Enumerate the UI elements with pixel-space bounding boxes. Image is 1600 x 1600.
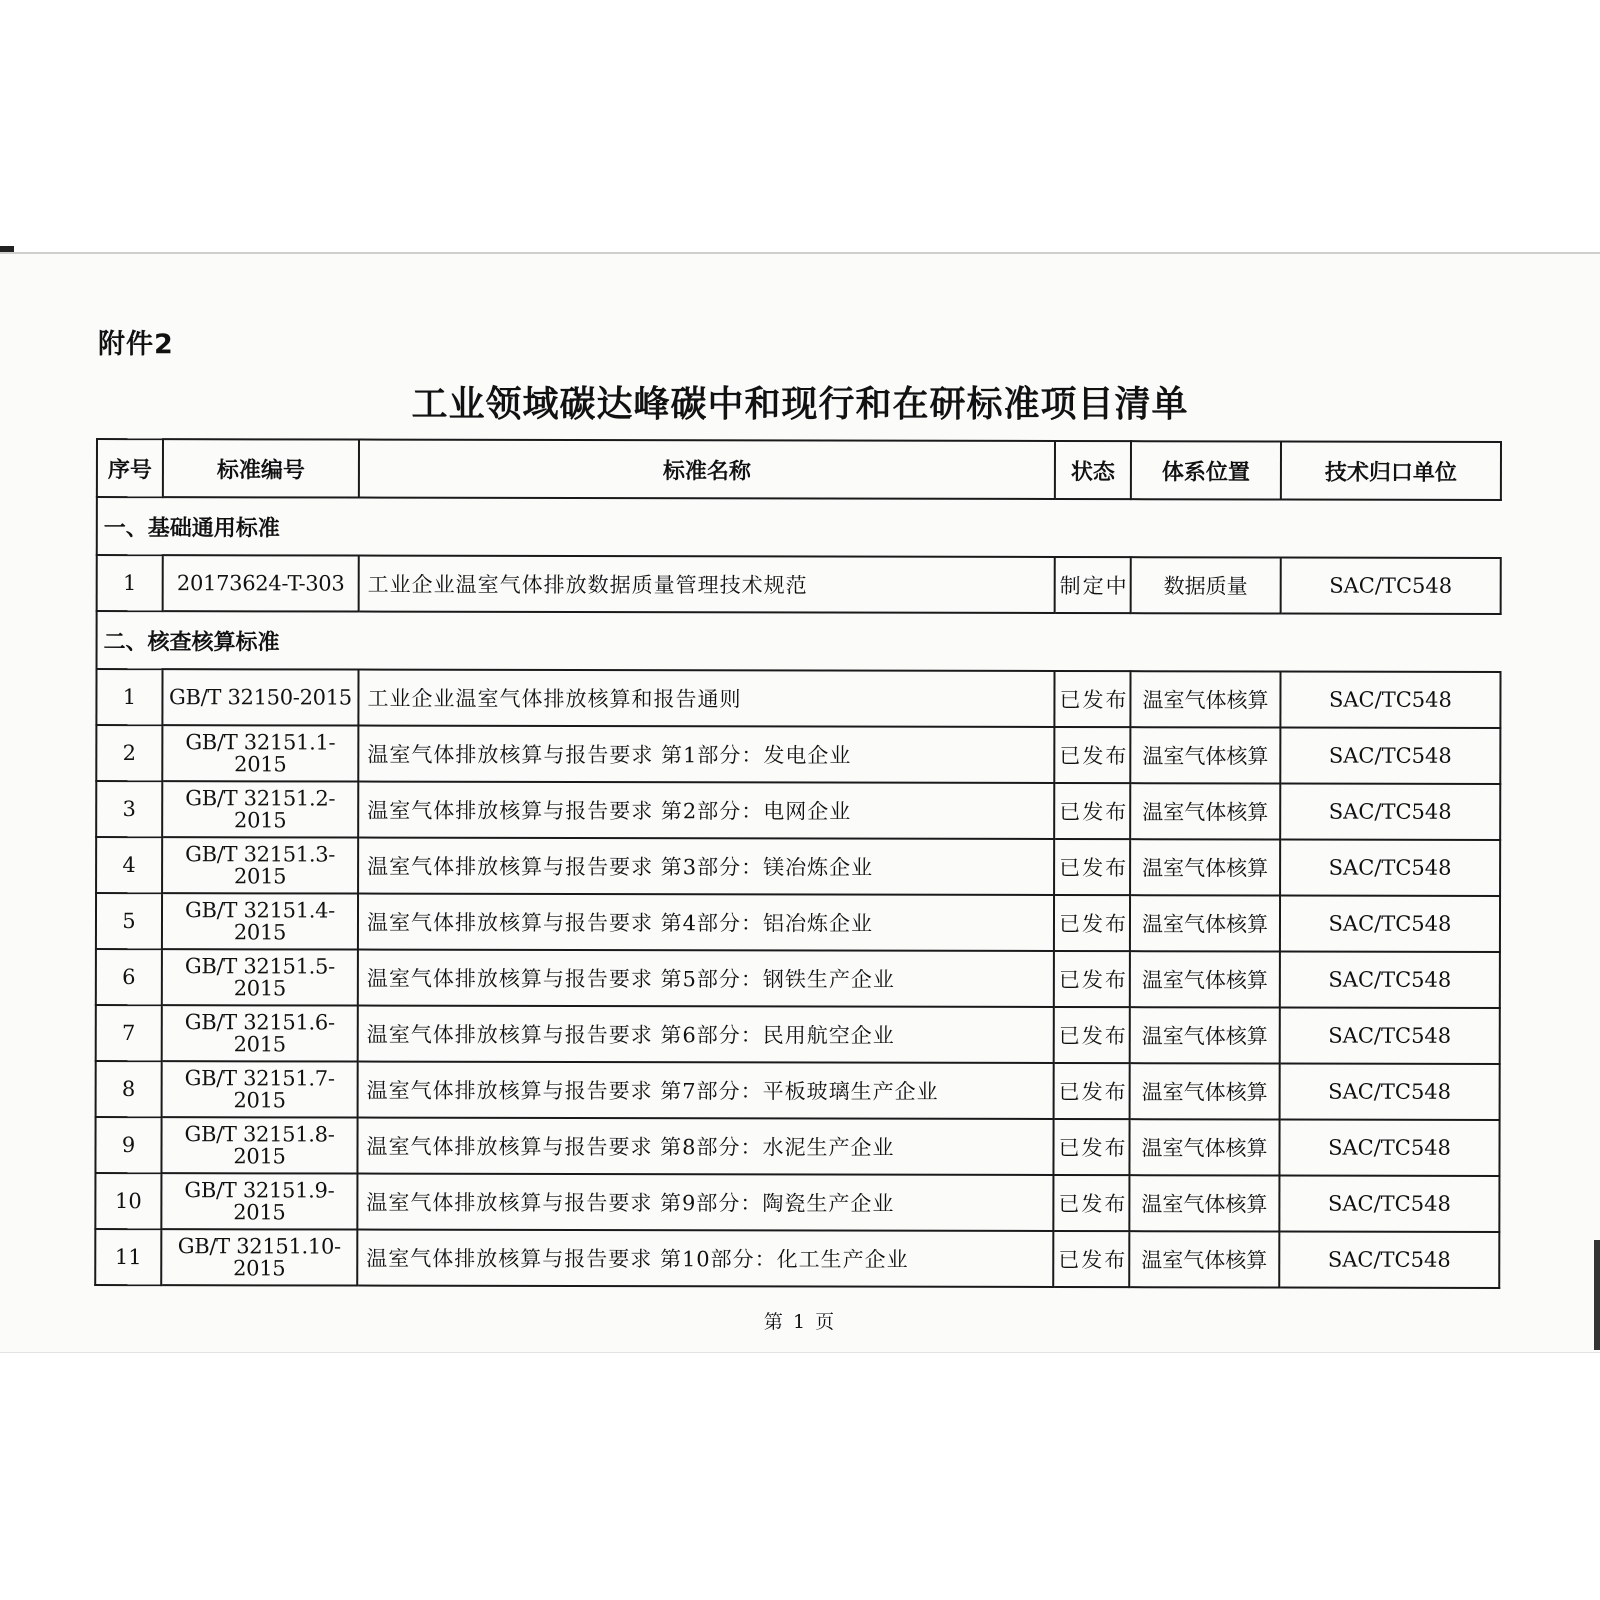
section-heading-row	[97, 497, 1501, 558]
table-row	[96, 725, 1500, 784]
table-row	[96, 1005, 1500, 1064]
cell-technical-unit: SAC/TC548	[1279, 1231, 1499, 1287]
cell-standard-name: 温室气体排放核算与报告要求 第3部分：镁冶炼企业	[358, 838, 1054, 895]
cell-technical-unit: SAC/TC548	[1280, 839, 1500, 895]
cell-standard-code: GB/T 32151.2-2015	[162, 781, 358, 837]
cell-standard-name: 温室气体排放核算与报告要求 第10部分：化工生产企业	[357, 1230, 1053, 1287]
cell-standard-name: 温室气体排放核算与报告要求 第2部分：电网企业	[358, 782, 1054, 839]
table-row	[95, 1117, 1499, 1176]
cell-technical-unit: SAC/TC548	[1279, 1119, 1499, 1175]
cell-standard-code: GB/T 32151.6-2015	[162, 1005, 358, 1061]
cell-standard-name: 工业企业温室气体排放核算和报告通则	[358, 670, 1054, 727]
cell-no: 7	[96, 1005, 162, 1061]
cell-standard-name: 温室气体排放核算与报告要求 第5部分：钢铁生产企业	[358, 950, 1054, 1007]
cell-no: 11	[95, 1229, 161, 1285]
table-row	[96, 781, 1500, 840]
cell-standard-code: 20173624-T-303	[163, 555, 359, 611]
cell-standard-code: GB/T 32151.10-2015	[161, 1229, 357, 1285]
cell-no: 10	[95, 1173, 161, 1229]
cell-standard-code: GB/T 32151.4-2015	[162, 893, 358, 949]
column-header-unit: 技术归口单位	[1281, 441, 1501, 499]
cell-standard-name: 温室气体排放核算与报告要求 第7部分：平板玻璃生产企业	[358, 1062, 1054, 1119]
cell-no: 5	[96, 893, 162, 949]
cell-system-position: 温室气体核算	[1129, 1175, 1279, 1231]
cell-technical-unit: SAC/TC548	[1281, 557, 1501, 613]
cell-system-position: 温室气体核算	[1130, 951, 1280, 1007]
cell-no: 9	[95, 1117, 161, 1173]
cell-standard-code: GB/T 32151.9-2015	[161, 1173, 357, 1229]
cell-status: 已发布	[1054, 727, 1130, 783]
page-number: 第 1 页	[763, 1311, 837, 1333]
cell-status: 已发布	[1053, 1119, 1129, 1175]
cell-status: 已发布	[1054, 951, 1130, 1007]
cell-standard-code: GB/T 32151.1-2015	[162, 725, 358, 781]
cell-system-position: 温室气体核算	[1130, 1007, 1280, 1063]
cell-status: 已发布	[1054, 839, 1130, 895]
section-heading: 二、核查核算标准	[97, 611, 1501, 672]
cell-system-position: 温室气体核算	[1130, 839, 1280, 895]
cell-standard-code: GB/T 32151.8-2015	[161, 1117, 357, 1173]
column-header-position: 体系位置	[1131, 441, 1281, 499]
column-header-no: 序号	[97, 439, 163, 497]
cell-system-position: 温室气体核算	[1130, 727, 1280, 783]
cell-technical-unit: SAC/TC548	[1280, 1007, 1500, 1063]
cell-system-position: 温室气体核算	[1130, 895, 1280, 951]
cell-technical-unit: SAC/TC548	[1279, 1175, 1499, 1231]
cell-standard-name: 工业企业温室气体排放数据质量管理技术规范	[359, 556, 1055, 613]
table-body	[95, 497, 1501, 1288]
cell-standard-name: 温室气体排放核算与报告要求 第4部分：铝冶炼企业	[358, 894, 1054, 951]
cell-status: 制定中	[1055, 557, 1131, 613]
standards-table	[94, 438, 1502, 1289]
table-row	[96, 949, 1500, 1008]
cell-no: 6	[96, 949, 162, 1005]
cell-technical-unit: SAC/TC548	[1280, 895, 1500, 951]
cell-no: 2	[96, 725, 162, 781]
table-header-row	[97, 439, 1501, 500]
section-heading: 一、基础通用标准	[97, 497, 1501, 558]
section-heading-row	[97, 611, 1501, 672]
cell-technical-unit: SAC/TC548	[1280, 951, 1500, 1007]
cell-technical-unit: SAC/TC548	[1280, 783, 1500, 839]
cell-no: 8	[96, 1061, 162, 1117]
cell-status: 已发布	[1054, 783, 1130, 839]
scan-edge-mark	[0, 246, 14, 252]
cell-system-position: 温室气体核算	[1130, 1063, 1280, 1119]
attachment-label: 附件2	[98, 329, 174, 360]
cell-technical-unit: SAC/TC548	[1280, 1063, 1500, 1119]
cell-standard-code: GB/T 32151.3-2015	[162, 837, 358, 893]
cell-status: 已发布	[1054, 895, 1130, 951]
cell-status: 已发布	[1054, 1007, 1130, 1063]
cell-standard-name: 温室气体排放核算与报告要求 第6部分：民用航空企业	[358, 1006, 1054, 1063]
cell-system-position: 温室气体核算	[1130, 671, 1280, 727]
cell-standard-name: 温室气体排放核算与报告要求 第1部分：发电企业	[358, 726, 1054, 783]
table-row	[95, 1173, 1499, 1232]
column-header-status: 状态	[1055, 441, 1131, 499]
table-row	[97, 555, 1501, 614]
document-title: 工业领域碳达峰碳中和现行和在研标准项目清单	[411, 384, 1189, 425]
table-row	[96, 837, 1500, 896]
cell-status: 已发布	[1054, 671, 1130, 727]
table-row	[95, 1229, 1499, 1288]
cell-no: 1	[97, 555, 163, 611]
cell-status: 已发布	[1054, 1063, 1130, 1119]
cell-standard-code: GB/T 32151.5-2015	[162, 949, 358, 1005]
cell-system-position: 数据质量	[1131, 557, 1281, 613]
table-row	[96, 669, 1500, 728]
cell-status: 已发布	[1053, 1231, 1129, 1287]
column-header-code: 标准编号	[163, 439, 359, 497]
cell-standard-code: GB/T 32150-2015	[162, 669, 358, 725]
column-header-name: 标准名称	[359, 440, 1055, 499]
table-row	[96, 1061, 1500, 1120]
cell-no: 1	[96, 669, 162, 725]
standards-table-wrapper	[94, 438, 1500, 1289]
cell-system-position: 温室气体核算	[1129, 1119, 1279, 1175]
cell-system-position: 温室气体核算	[1130, 783, 1280, 839]
table-row	[96, 893, 1500, 952]
cell-status: 已发布	[1053, 1175, 1129, 1231]
cell-no: 4	[96, 837, 162, 893]
cell-standard-name: 温室气体排放核算与报告要求 第8部分：水泥生产企业	[357, 1118, 1053, 1175]
cell-standard-name: 温室气体排放核算与报告要求 第9部分：陶瓷生产企业	[357, 1174, 1053, 1231]
cell-standard-code: GB/T 32151.7-2015	[162, 1061, 358, 1117]
cell-technical-unit: SAC/TC548	[1280, 671, 1500, 727]
cell-system-position: 温室气体核算	[1129, 1231, 1279, 1287]
cell-no: 3	[96, 781, 162, 837]
cell-technical-unit: SAC/TC548	[1280, 727, 1500, 783]
